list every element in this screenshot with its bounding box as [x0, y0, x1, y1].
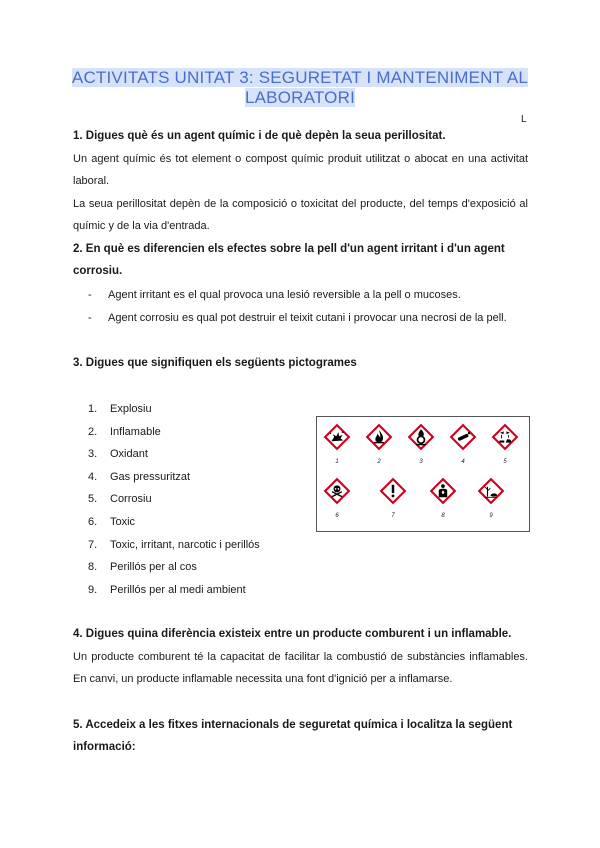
list-item-label: Toxic: [110, 515, 136, 528]
list-item: [88, 579, 260, 602]
list-item-number: 1.: [88, 403, 98, 415]
ghs-pictograms-image: [316, 416, 530, 532]
list-item-label: Inflamable: [110, 425, 161, 438]
pictogram-number: 5: [503, 459, 507, 465]
bullet-dash: -: [88, 289, 92, 301]
bullet-corrosiu: [88, 307, 528, 329]
list-item-number: 9.: [88, 583, 98, 596]
list-item-number: 3.: [88, 448, 98, 461]
question-1: 1. Digues què és un agent químic i de què depèn la seua perillositat.: [73, 130, 446, 142]
bullet-irritant-text: Agent irritant es el qual provoca una lesió reversible a la pell o mucoses.: [108, 289, 461, 301]
list-item-number: 5.: [88, 493, 98, 506]
list-item: [88, 398, 260, 421]
pictogram-number: 4: [461, 459, 465, 465]
list-item-number: 7.: [88, 538, 98, 551]
environment-icon: [477, 477, 505, 505]
health-hazard-icon: [429, 477, 457, 505]
pictogram-meaning-list: [88, 398, 260, 601]
gas-cylinder-icon: [449, 423, 477, 451]
pictogram-number: 7: [391, 513, 395, 519]
list-item-label: Toxic, irritant, narcotic i perillós: [110, 538, 260, 551]
answer-1-paragraph-1: Un agent químic és tot element o compost químic produit utilitzat o abocat en una activitat laboral.: [73, 153, 528, 187]
pictogram-number: 1: [335, 459, 339, 465]
list-item: [88, 421, 260, 444]
list-item-number: 4.: [88, 470, 98, 483]
list-item-label: Perillós per al medi ambient: [110, 583, 246, 596]
list-item-number: 2.: [88, 425, 98, 438]
question-3: 3. Digues que signifiquen els següents pictogrames: [73, 357, 357, 369]
question-2: 2. En què es diferencien els efectes sobre la pell d'un agent irritant i d'un agent corrosiu.: [73, 243, 505, 277]
explosion-icon: [323, 423, 351, 451]
answer-4: Un producte comburent té la capacitat de facilitar la combustió de substàncies inflamables. En canvi, un producte inflamable necessita una font d'ignició per a inflamarse.: [73, 651, 528, 685]
list-item: [88, 466, 260, 489]
flame-over-circle-icon: [407, 423, 435, 451]
pictogram-number: 9: [489, 513, 493, 519]
bullet-irritant: [88, 284, 528, 306]
list-item: [88, 556, 260, 579]
list-item-number: 6.: [88, 515, 98, 528]
bullet-dash: -: [88, 312, 92, 324]
question-5: 5. Accedeix a les fitxes internacionals de seguretat química i localitza la següent informació:: [73, 719, 513, 753]
list-item: [88, 511, 260, 534]
page-title: [60, 68, 540, 108]
bullet-corrosiu-text: Agent corrosiu es qual pot destruir el teixit cutani i provocar una necrosi de la pell.: [108, 312, 507, 324]
pictogram-number: 3: [419, 459, 423, 465]
answer-1-paragraph-2: La seua perillositat depèn de la composició o toxicitat del producte, del temps d'exposició al químic y de la via d'entrada.: [73, 198, 528, 232]
list-item-label: Corrosiu: [110, 493, 152, 506]
list-item-label: Explosiu: [110, 403, 152, 415]
list-item-label: Oxidant: [110, 448, 148, 461]
title-line-2: LABORATORI: [244, 88, 355, 107]
list-item-label: Gas pressuritzat: [110, 470, 191, 483]
list-item: [88, 443, 260, 466]
corrosion-icon: [491, 423, 519, 451]
list-item: [88, 488, 260, 511]
pictogram-number: 8: [441, 513, 445, 519]
question-4: 4. Digues quina diferència existeix entre un producte comburent i un inflamable.: [73, 628, 512, 640]
list-item: [88, 534, 260, 557]
exclamation-icon: [379, 477, 407, 505]
corner-letter: L: [521, 114, 527, 125]
pictogram-number: 6: [335, 513, 339, 519]
pictogram-number: 2: [377, 459, 381, 465]
flame-icon: [365, 423, 393, 451]
title-line-1: ACTIVITATS UNITAT 3: SEGURETAT I MANTENIMENT AL: [71, 68, 529, 87]
list-item-number: 8.: [88, 561, 98, 574]
list-item-label: Perillós per al cos: [110, 561, 197, 574]
skull-crossbones-icon: [323, 477, 351, 505]
